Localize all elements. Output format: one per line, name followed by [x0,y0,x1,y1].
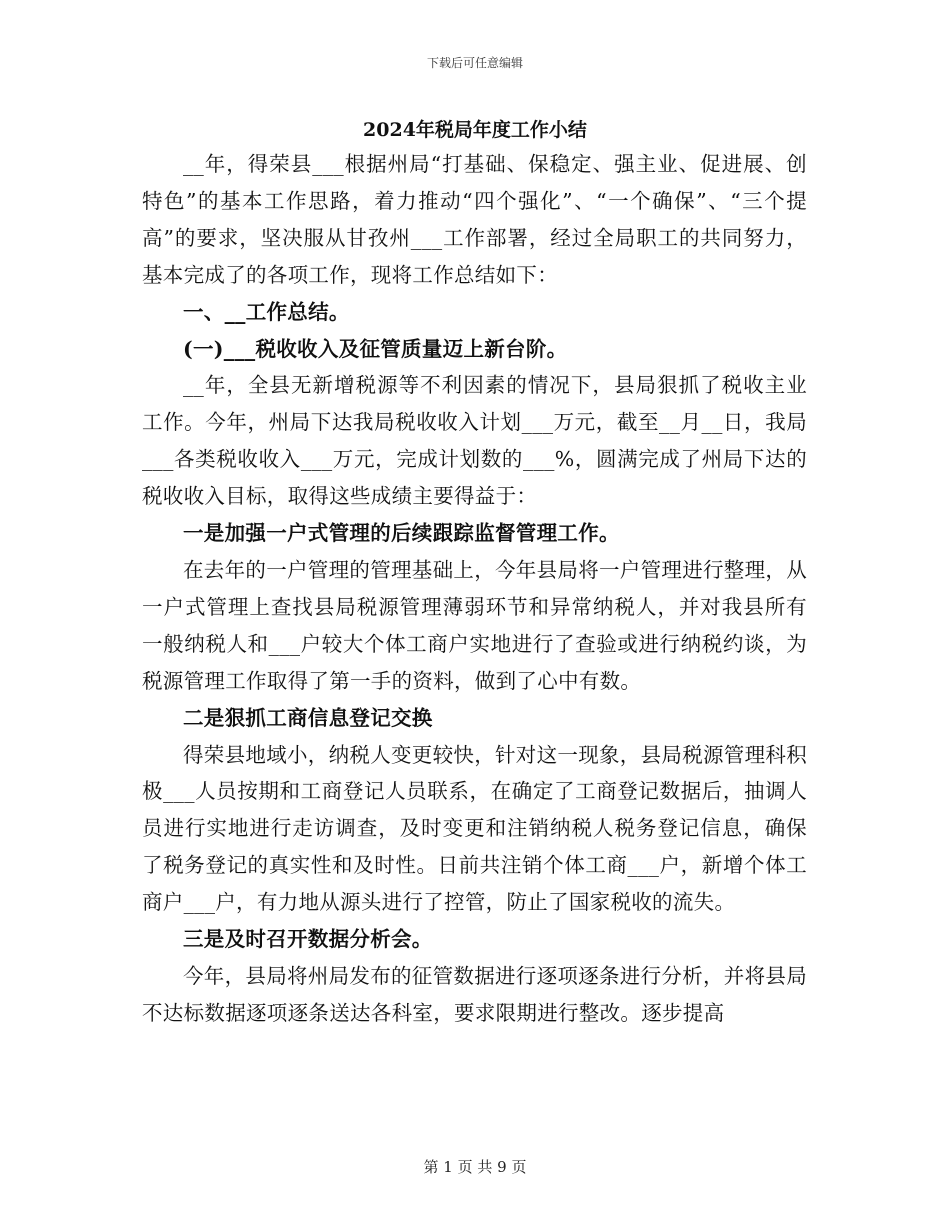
point-heading-2: 二是狠抓工商信息登记交换 [183,705,433,730]
paragraph-household-management: 在去年的一户管理的管理基础上，今年县局将一户管理进行整理，从一户式管理上查找县局税源管理薄弱环节和异常纳税人，并对我县所有一般纳税人和___户较大个体工商户实地进行了查验或进行纳税约谈，为税源管理工作取得了第一手的资料，做到了心中有数。 [142,557,807,693]
document-body [142,146,807,1032]
download-note: 下载后可任意编辑 [426,56,523,70]
paragraph-intro: __年，得荣县___根据州局“打基础、保稳定、强主业、促进展、创特色”的基本工作思路，着力推动“四个强化”、“一个确保”、“三个提高”的要求，坚决服从甘孜州___工作部署，经过全局职工的共同努力，基本完成了的各项工作，现将工作总结如下： [142,152,807,287]
section-heading-1: 一、__工作总结。 [183,299,350,324]
paragraph-registration-exchange: 得荣县地域小，纳税人变更较快，针对这一现象，县局税源管理科积极___人员按期和工商登记人员联系，在确定了工商登记数据后，抽调人员进行实地进行走访调查，及时变更和注销纳税人税务登记信息，确保了税务登记的真实性和及时性。日前共注销个体工商___户，新增个体工商户___户，有力地从源头进行了控管，防止了国家税收的流失。 [142,742,807,915]
paragraph-tax-revenue: __年，全县无新增税源等不利因素的情况下，县局狠抓了税收主业工作。今年，州局下达我局税收收入计划___万元，截至__月__日，我局___各类税收收入___万元，完成计划数的___%，圆满完成了州局下达的税收收入目标，取得这些成绩主要得益于： [142,373,807,509]
page-number: 第 1 页 共 9 页 [423,1158,527,1176]
point-heading-1: 一是加强一户式管理的后续跟踪监督管理工作。 [183,521,620,546]
subsection-heading-1: (一)___税收收入及征管质量迈上新台阶。 [183,336,568,361]
document-title: 2024年税局年度工作小结 [363,119,587,141]
paragraph-data-analysis: 今年，县局将州局发布的征管数据进行逐项逐条进行分析，并将县局不达标数据逐项逐条送达各科室，要求限期进行整改。逐步提高 [142,963,807,1025]
point-heading-3: 三是及时召开数据分析会。 [183,927,433,952]
